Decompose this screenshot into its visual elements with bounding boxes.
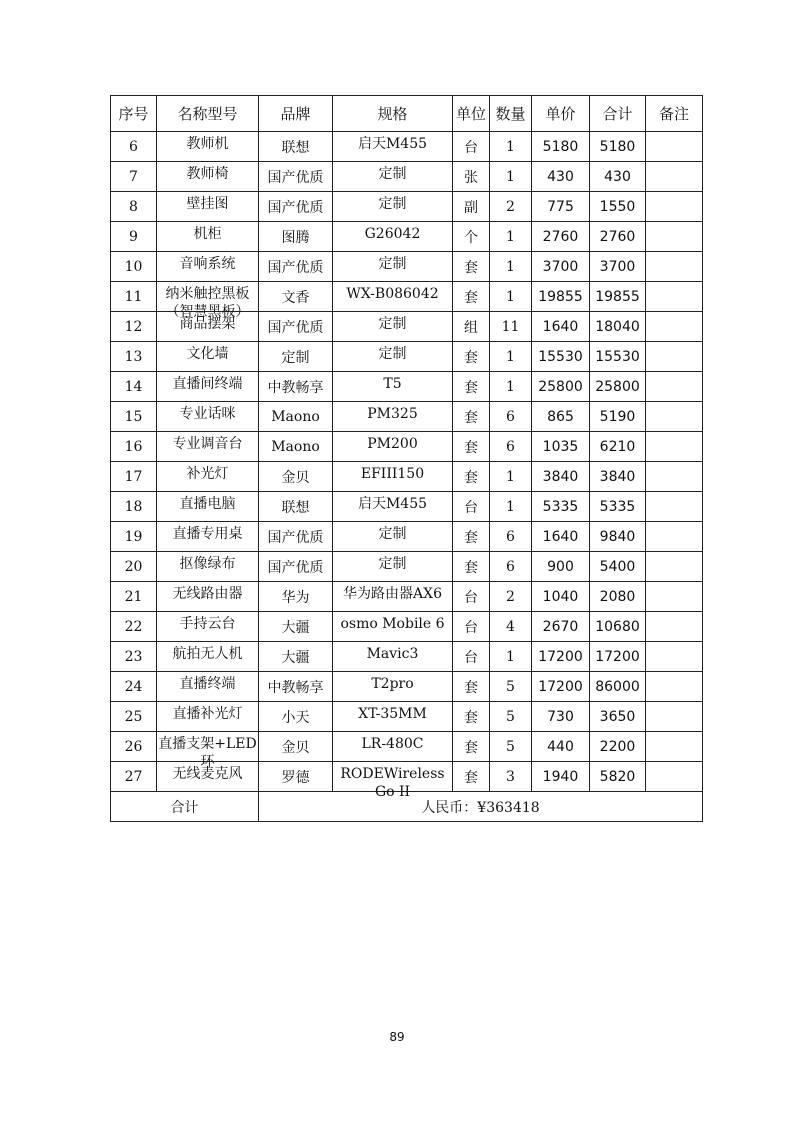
quantity: 5: [490, 702, 532, 732]
header-price: 单价: [532, 96, 590, 132]
note: [646, 402, 703, 432]
quantity: 1: [490, 372, 532, 402]
quantity: 5: [490, 672, 532, 702]
spec-text: 定制: [378, 166, 407, 182]
item-name: [157, 702, 259, 732]
spec: [333, 552, 453, 582]
spec-text: Mavic3: [366, 646, 419, 662]
table-row: [111, 132, 703, 162]
quantity: 2: [490, 192, 532, 222]
header-brand: 品牌: [259, 96, 333, 132]
brand: 国产优质: [259, 552, 333, 582]
spec-text: 定制: [378, 196, 407, 212]
line-total: 5180: [590, 132, 646, 162]
unit-price: 5335: [532, 492, 590, 522]
row-number: 23: [111, 642, 157, 672]
row-number: 12: [111, 312, 157, 342]
quantity: 1: [490, 462, 532, 492]
spec-text: 定制: [378, 346, 407, 362]
unit-price: 1035: [532, 432, 590, 462]
table-row: [111, 192, 703, 222]
unit: 套: [453, 702, 490, 732]
item-name-text: 专业话咪: [179, 406, 236, 422]
row-number: 10: [111, 252, 157, 282]
line-total: 15530: [590, 342, 646, 372]
row-number: 25: [111, 702, 157, 732]
spec-text: WX-B086042: [346, 286, 439, 302]
row-number: 22: [111, 612, 157, 642]
line-total: 2760: [590, 222, 646, 252]
table-row: [111, 282, 703, 312]
spec-text: XT-35MM: [358, 706, 427, 722]
table-row: [111, 522, 703, 552]
spec-text: PM325: [367, 406, 418, 422]
table-row: [111, 432, 703, 462]
note: [646, 282, 703, 312]
note: [646, 672, 703, 702]
item-name: [157, 252, 259, 282]
item-name: [157, 432, 259, 462]
line-total: 25800: [590, 372, 646, 402]
unit: 套: [453, 732, 490, 762]
spec-text: T2pro: [371, 676, 414, 692]
item-name-text: 直播专用桌: [172, 526, 243, 542]
item-name-text: 航拍无人机: [172, 646, 243, 662]
unit-price: 19855: [532, 282, 590, 312]
spec-text: 定制: [378, 256, 407, 272]
brand: 大疆: [259, 612, 333, 642]
line-total: 1550: [590, 192, 646, 222]
quantity: 1: [490, 132, 532, 162]
unit-price: 15530: [532, 342, 590, 372]
spec: [333, 402, 453, 432]
unit: 套: [453, 672, 490, 702]
note: [646, 612, 703, 642]
unit-price: 17200: [532, 642, 590, 672]
spec: [333, 372, 453, 402]
note: [646, 222, 703, 252]
item-name: [157, 582, 259, 612]
note: [646, 372, 703, 402]
row-number: 20: [111, 552, 157, 582]
unit: 台: [453, 132, 490, 162]
unit: 套: [453, 252, 490, 282]
unit-price: 2670: [532, 612, 590, 642]
unit: 套: [453, 552, 490, 582]
header-qty: 数量: [490, 96, 532, 132]
quantity: 6: [490, 552, 532, 582]
brand: 文香: [259, 282, 333, 312]
header-total: 合计: [590, 96, 646, 132]
item-name-text: 无线麦克风: [172, 766, 243, 782]
line-total: 3840: [590, 462, 646, 492]
table-row: [111, 672, 703, 702]
note: [646, 342, 703, 372]
table-header-row: [111, 96, 703, 132]
unit: 台: [453, 492, 490, 522]
item-name-text: 直播终端: [179, 676, 236, 692]
line-total: 18040: [590, 312, 646, 342]
unit-price: 1940: [532, 762, 590, 792]
brand: 中教畅享: [259, 372, 333, 402]
item-name: [157, 762, 259, 792]
item-name: [157, 282, 259, 320]
table-row: [111, 612, 703, 642]
spec: [333, 222, 453, 252]
item-name: [157, 552, 259, 582]
brand: 国产优质: [259, 192, 333, 222]
row-number: 16: [111, 432, 157, 462]
item-name-text: 纳米触控黑板（智慧黑板）: [165, 286, 250, 320]
unit: 台: [453, 612, 490, 642]
line-total: 5190: [590, 402, 646, 432]
line-total: 5400: [590, 552, 646, 582]
unit: 套: [453, 762, 490, 792]
unit: 套: [453, 462, 490, 492]
spec-text: 定制: [378, 556, 407, 572]
note: [646, 552, 703, 582]
item-name-text: 直播电脑: [179, 496, 236, 512]
table-row: [111, 402, 703, 432]
item-name: [157, 522, 259, 552]
table-row: [111, 762, 703, 792]
table-row: [111, 702, 703, 732]
unit-price: 3700: [532, 252, 590, 282]
item-name: [157, 162, 259, 192]
spec-text: osmo Mobile 6: [340, 616, 445, 632]
quantity: 1: [490, 342, 532, 372]
table-row: [111, 252, 703, 282]
spec: [333, 582, 453, 612]
item-name-text: 直播支架+LED环: [158, 736, 257, 770]
unit-price: 900: [532, 552, 590, 582]
quantity: 6: [490, 432, 532, 462]
quantity: 11: [490, 312, 532, 342]
spec: [333, 282, 453, 312]
item-name: [157, 402, 259, 432]
item-name-text: 手持云台: [179, 616, 236, 632]
spec-text: 启天M455: [357, 496, 428, 512]
total-label: 合计: [111, 792, 259, 822]
item-name-text: 无线路由器: [172, 586, 243, 602]
quantity: 3: [490, 762, 532, 792]
table-row: [111, 642, 703, 672]
spec-text: EFIII150: [360, 466, 425, 482]
brand: 华为: [259, 582, 333, 612]
spec-text: G26042: [364, 226, 421, 242]
header-unit: 单位: [453, 96, 490, 132]
unit: 张: [453, 162, 490, 192]
note: [646, 732, 703, 762]
note: [646, 762, 703, 792]
item-name-text: 直播补光灯: [172, 706, 243, 722]
spec-text: 定制: [378, 316, 407, 332]
note: [646, 432, 703, 462]
unit: 副: [453, 192, 490, 222]
unit: 组: [453, 312, 490, 342]
unit: 套: [453, 522, 490, 552]
brand: 金贝: [259, 462, 333, 492]
unit: 套: [453, 432, 490, 462]
unit: 套: [453, 402, 490, 432]
table-row: [111, 732, 703, 762]
header-name: 名称型号: [157, 96, 259, 132]
brand: 中教畅享: [259, 672, 333, 702]
item-name-text: 专业调音台: [172, 436, 243, 452]
row-number: 11: [111, 282, 157, 312]
quantity: 1: [490, 492, 532, 522]
spec-text: 启天M455: [357, 136, 428, 152]
item-name: [157, 222, 259, 252]
spec: [333, 612, 453, 642]
brand: Maono: [259, 432, 333, 462]
row-number: 26: [111, 732, 157, 762]
quantity: 5: [490, 732, 532, 762]
line-total: 10680: [590, 612, 646, 642]
brand: 联想: [259, 132, 333, 162]
item-name: [157, 492, 259, 522]
spec: [333, 252, 453, 282]
row-number: 15: [111, 402, 157, 432]
unit: 套: [453, 282, 490, 312]
line-total: 3700: [590, 252, 646, 282]
total-value: 人民币：¥363418: [259, 792, 703, 822]
brand: 国产优质: [259, 162, 333, 192]
spec: [333, 702, 453, 732]
spec-text: 华为路由器AX6: [343, 586, 442, 602]
unit-price: 1040: [532, 582, 590, 612]
brand: 大疆: [259, 642, 333, 672]
table-row: [111, 492, 703, 522]
row-number: 18: [111, 492, 157, 522]
spec: [333, 162, 453, 192]
line-total: 430: [590, 162, 646, 192]
quantity: 1: [490, 162, 532, 192]
brand: 小天: [259, 702, 333, 732]
spec: [333, 642, 453, 672]
unit-price: 430: [532, 162, 590, 192]
table-row: [111, 582, 703, 612]
unit: 套: [453, 342, 490, 372]
quantity: 6: [490, 522, 532, 552]
item-name: [157, 612, 259, 642]
note: [646, 642, 703, 672]
item-name: [157, 732, 259, 770]
spec: [333, 522, 453, 552]
brand: 金贝: [259, 732, 333, 762]
spec: [333, 192, 453, 222]
item-name-text: 教师机: [186, 136, 229, 152]
spec: [333, 432, 453, 462]
unit-price: 1640: [532, 312, 590, 342]
item-name-text: 商品摆架: [179, 316, 236, 332]
spec: [333, 732, 453, 762]
quantity: 1: [490, 642, 532, 672]
unit-price: 2760: [532, 222, 590, 252]
item-name-text: 补光灯: [186, 466, 229, 482]
spec-text: PM200: [367, 436, 418, 452]
table-row: [111, 222, 703, 252]
item-name: [157, 132, 259, 162]
row-number: 17: [111, 462, 157, 492]
row-number: 19: [111, 522, 157, 552]
note: [646, 252, 703, 282]
row-number: 14: [111, 372, 157, 402]
quantity: 6: [490, 402, 532, 432]
unit: 套: [453, 372, 490, 402]
line-total: 2200: [590, 732, 646, 762]
equipment-table: [110, 95, 703, 822]
note: [646, 492, 703, 522]
spec: [333, 762, 453, 800]
item-name: [157, 372, 259, 402]
unit-price: 17200: [532, 672, 590, 702]
unit-price: 440: [532, 732, 590, 762]
quantity: 4: [490, 612, 532, 642]
note: [646, 702, 703, 732]
line-total: 17200: [590, 642, 646, 672]
note: [646, 312, 703, 342]
brand: 国产优质: [259, 252, 333, 282]
header-note: 备注: [646, 96, 703, 132]
spec-text: 定制: [378, 526, 407, 542]
item-name-text: 文化墙: [186, 346, 229, 362]
spec: [333, 312, 453, 342]
line-total: 19855: [590, 282, 646, 312]
item-name-text: 抠像绿布: [179, 556, 236, 572]
unit-price: 865: [532, 402, 590, 432]
header-spec: 规格: [333, 96, 453, 132]
page-number: 89: [389, 1030, 405, 1044]
table-row: [111, 552, 703, 582]
note: [646, 522, 703, 552]
table-row: [111, 162, 703, 192]
brand: Maono: [259, 402, 333, 432]
unit: 台: [453, 642, 490, 672]
table-row: [111, 342, 703, 372]
note: [646, 582, 703, 612]
quantity: 2: [490, 582, 532, 612]
note: [646, 162, 703, 192]
quantity: 1: [490, 252, 532, 282]
spec: [333, 492, 453, 522]
brand: 图腾: [259, 222, 333, 252]
row-number: 6: [111, 132, 157, 162]
table-row: [111, 462, 703, 492]
unit-price: 5180: [532, 132, 590, 162]
line-total: 86000: [590, 672, 646, 702]
item-name: [157, 342, 259, 372]
row-number: 8: [111, 192, 157, 222]
item-name-text: 直播间终端: [172, 376, 243, 392]
line-total: 2080: [590, 582, 646, 612]
quantity: 1: [490, 222, 532, 252]
line-total: 3650: [590, 702, 646, 732]
item-name: [157, 192, 259, 222]
unit-price: 775: [532, 192, 590, 222]
row-number: 21: [111, 582, 157, 612]
table-body: [111, 132, 703, 800]
row-number: 7: [111, 162, 157, 192]
unit-price: 3840: [532, 462, 590, 492]
unit-price: 1640: [532, 522, 590, 552]
note: [646, 132, 703, 162]
spec: [333, 672, 453, 702]
spec: [333, 132, 453, 162]
item-name-text: 壁挂图: [186, 196, 229, 212]
item-name-text: 机柜: [193, 226, 222, 242]
item-name: [157, 672, 259, 702]
spec-text: T5: [383, 376, 402, 392]
brand: 罗德: [259, 762, 333, 792]
quantity: 1: [490, 282, 532, 312]
line-total: 5335: [590, 492, 646, 522]
spec-text: RODEWireless Go II: [340, 766, 445, 800]
item-name-text: 教师椅: [186, 166, 229, 182]
note: [646, 192, 703, 222]
unit: 个: [453, 222, 490, 252]
spec: [333, 342, 453, 372]
unit-price: 730: [532, 702, 590, 732]
line-total: 5820: [590, 762, 646, 792]
table-row: [111, 372, 703, 402]
note: [646, 462, 703, 492]
brand: 国产优质: [259, 312, 333, 342]
brand: 国产优质: [259, 522, 333, 552]
row-number: 24: [111, 672, 157, 702]
line-total: 9840: [590, 522, 646, 552]
row-number: 9: [111, 222, 157, 252]
row-number: 27: [111, 762, 157, 792]
spec: [333, 462, 453, 492]
item-name: [157, 462, 259, 492]
header-no: 序号: [111, 96, 157, 132]
spec-text: LR-480C: [361, 736, 424, 752]
table-row: [111, 312, 703, 342]
unit-price: 25800: [532, 372, 590, 402]
item-name: [157, 642, 259, 672]
brand: 联想: [259, 492, 333, 522]
unit: 台: [453, 582, 490, 612]
row-number: 13: [111, 342, 157, 372]
brand: 定制: [259, 342, 333, 372]
line-total: 6210: [590, 432, 646, 462]
item-name-text: 音响系统: [179, 256, 236, 272]
